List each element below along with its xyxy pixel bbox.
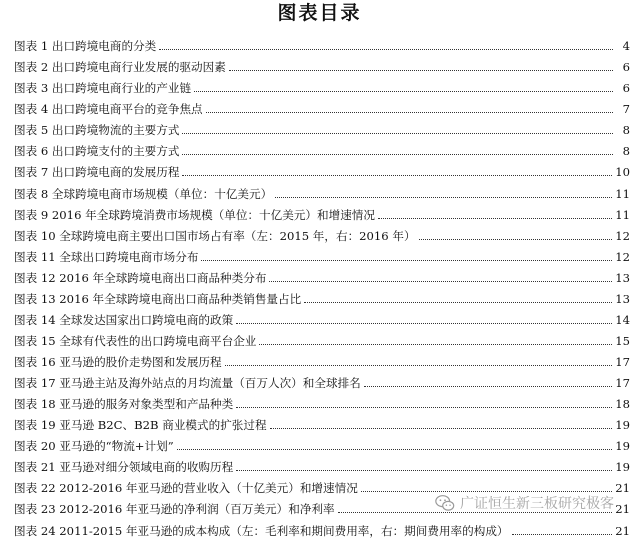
dot-leader — [182, 154, 613, 155]
toc-entry-label: 图表 12 2016 年全球跨境电商出口商品种类分布 — [14, 270, 267, 285]
page-title: 图表目录 — [277, 2, 362, 24]
toc-entry[interactable] — [14, 244, 630, 265]
toc-entry-page-number: 8 — [622, 144, 630, 159]
dot-leader — [259, 344, 612, 345]
toc-entry[interactable] — [14, 307, 630, 328]
toc-entry-page-number: 10 — [615, 165, 630, 180]
toc-entry-page-number: 19 — [615, 439, 630, 454]
toc-entry-label: 图表 3 出口跨境电商行业的产业链 — [14, 81, 192, 96]
toc-entry-label: 图表 10 全球跨境电商主要出口国市场占有率（左：2015 年，右：2016 年） — [14, 228, 416, 243]
dot-leader — [378, 218, 612, 219]
toc-entry[interactable] — [14, 517, 630, 538]
toc-entry-label: 图表 15 全球有代表性的出口跨境电商平台企业 — [14, 333, 257, 348]
dot-leader — [225, 365, 613, 366]
table-of-figures — [14, 33, 630, 539]
toc-entry-label: 图表 23 2012-2016 年亚马逊的净利润（百万美元）和净利率 — [14, 502, 335, 517]
dot-leader — [182, 133, 613, 134]
toc-entry[interactable] — [14, 412, 630, 433]
toc-entry-page-number: 13 — [615, 291, 630, 306]
dot-leader — [201, 260, 612, 261]
toc-entry-page-number: 19 — [615, 418, 630, 433]
toc-entry-page-number: 13 — [615, 270, 630, 285]
toc-entry-label: 图表 20 亚马逊的“物流+计划” — [14, 439, 174, 454]
toc-entry[interactable] — [14, 180, 630, 201]
toc-entry-label: 图表 5 出口跨境物流的主要方式 — [14, 123, 180, 138]
toc-entry-label: 图表 8 全球跨境电商市场规模（单位：十亿美元） — [14, 186, 273, 201]
toc-entry[interactable] — [14, 202, 630, 223]
dot-leader — [236, 470, 612, 471]
toc-entry[interactable] — [14, 117, 630, 138]
dot-leader — [270, 428, 613, 429]
dot-leader — [512, 534, 613, 535]
toc-entry-page-number: 17 — [615, 355, 630, 369]
toc-entry[interactable] — [14, 96, 630, 117]
toc-entry-label: 图表 11 全球出口跨境电商市场分布 — [14, 249, 199, 264]
dot-leader — [361, 491, 612, 492]
toc-entry-page-number: 6 — [622, 81, 630, 96]
toc-entry[interactable] — [14, 391, 630, 412]
toc-entry-page-number: 4 — [622, 39, 630, 54]
toc-entry[interactable] — [14, 328, 630, 349]
dot-leader — [206, 112, 613, 113]
dot-leader — [182, 175, 612, 176]
toc-entry[interactable] — [14, 265, 630, 286]
toc-entry-page-number: 17 — [615, 376, 630, 391]
toc-entry-page-number: 6 — [622, 60, 630, 75]
toc-entry[interactable] — [14, 496, 630, 517]
toc-entry-page-number: 21 — [615, 481, 630, 496]
toc-entry-page-number: 21 — [615, 523, 630, 538]
toc-entry-label: 图表 22 2012-2016 年亚马逊的营业收入（十亿美元）和增速情况 — [14, 481, 358, 496]
toc-entry-label: 图表 13 2016 年全球跨境电商出口商品种类销售量占比 — [14, 291, 302, 306]
toc-entry[interactable] — [14, 33, 630, 54]
toc-entry[interactable] — [14, 75, 630, 96]
dot-leader — [177, 449, 613, 450]
toc-entry-page-number: 18 — [615, 397, 630, 412]
toc-entry-label: 图表 17 亚马逊主站及海外站点的月均流量（百万人次）和全球排名 — [14, 376, 361, 391]
toc-entry-label: 图表 16 亚马逊的股价走势图和发展历程 — [14, 355, 222, 369]
dot-leader — [236, 407, 612, 408]
watermark-text: 广证恒生新三板研究极客 — [460, 496, 614, 512]
toc-entry-label: 图表 6 出口跨境支付的主要方式 — [14, 144, 180, 159]
toc-entry-label: 图表 9 2016 年全球跨境消费市场规模（单位：十亿美元）和增速情况 — [14, 207, 375, 222]
dot-leader — [419, 239, 613, 240]
toc-entry-page-number: 11 — [615, 186, 630, 201]
toc-entry-label: 图表 14 全球发达国家出口跨境电商的政策 — [14, 312, 234, 327]
toc-entry-page-number: 14 — [615, 312, 630, 327]
toc-entry-page-number: 12 — [615, 249, 630, 264]
toc-entry-page-number: 15 — [615, 333, 630, 348]
toc-entry-label: 图表 4 出口跨境电商平台的竞争焦点 — [14, 102, 203, 117]
toc-entry-label: 图表 1 出口跨境电商的分类 — [14, 39, 157, 54]
toc-entry-page-number: 21 — [615, 502, 630, 517]
toc-entry-label: 图表 2 出口跨境电商行业发展的驱动因素 — [14, 60, 226, 75]
toc-entry-page-number: 19 — [615, 460, 630, 475]
toc-entry[interactable] — [14, 370, 630, 391]
toc-entry-label: 图表 7 出口跨境电商的发展历程 — [14, 165, 180, 180]
dot-leader — [275, 197, 612, 198]
toc-entry[interactable] — [14, 349, 630, 370]
dot-leader — [338, 512, 613, 513]
dot-leader — [236, 323, 612, 324]
toc-entry[interactable] — [14, 286, 630, 307]
toc-entry-page-number: 12 — [615, 228, 630, 243]
toc-entry-page-number: 8 — [622, 123, 630, 138]
dot-leader — [304, 302, 612, 303]
dot-leader — [269, 281, 612, 282]
toc-entry[interactable] — [14, 475, 630, 496]
toc-entry-label: 图表 24 2011-2015 年亚马逊的成本构成（左：毛利率和期间费用率，右：期间费用率的构成） — [14, 523, 509, 538]
toc-entry[interactable] — [14, 433, 630, 454]
toc-entry-page-number: 11 — [615, 207, 630, 222]
toc-entry[interactable] — [14, 454, 630, 475]
toc-entry-label: 图表 19 亚马逊 B2C、B2B 商业模式的扩张过程 — [14, 418, 267, 433]
dot-leader — [364, 386, 612, 387]
toc-entry[interactable] — [14, 54, 630, 75]
dot-leader — [194, 91, 613, 92]
toc-entry-page-number: 7 — [622, 102, 630, 117]
dot-leader — [229, 70, 613, 71]
toc-entry-label: 图表 21 亚马逊对细分领域电商的收购历程 — [14, 460, 234, 475]
toc-entry-label: 图表 18 亚马逊的服务对象类型和产品种类 — [14, 397, 234, 412]
toc-entry[interactable] — [14, 138, 630, 159]
toc-entry[interactable] — [14, 223, 630, 244]
toc-entry[interactable] — [14, 159, 630, 180]
dot-leader — [159, 49, 613, 50]
